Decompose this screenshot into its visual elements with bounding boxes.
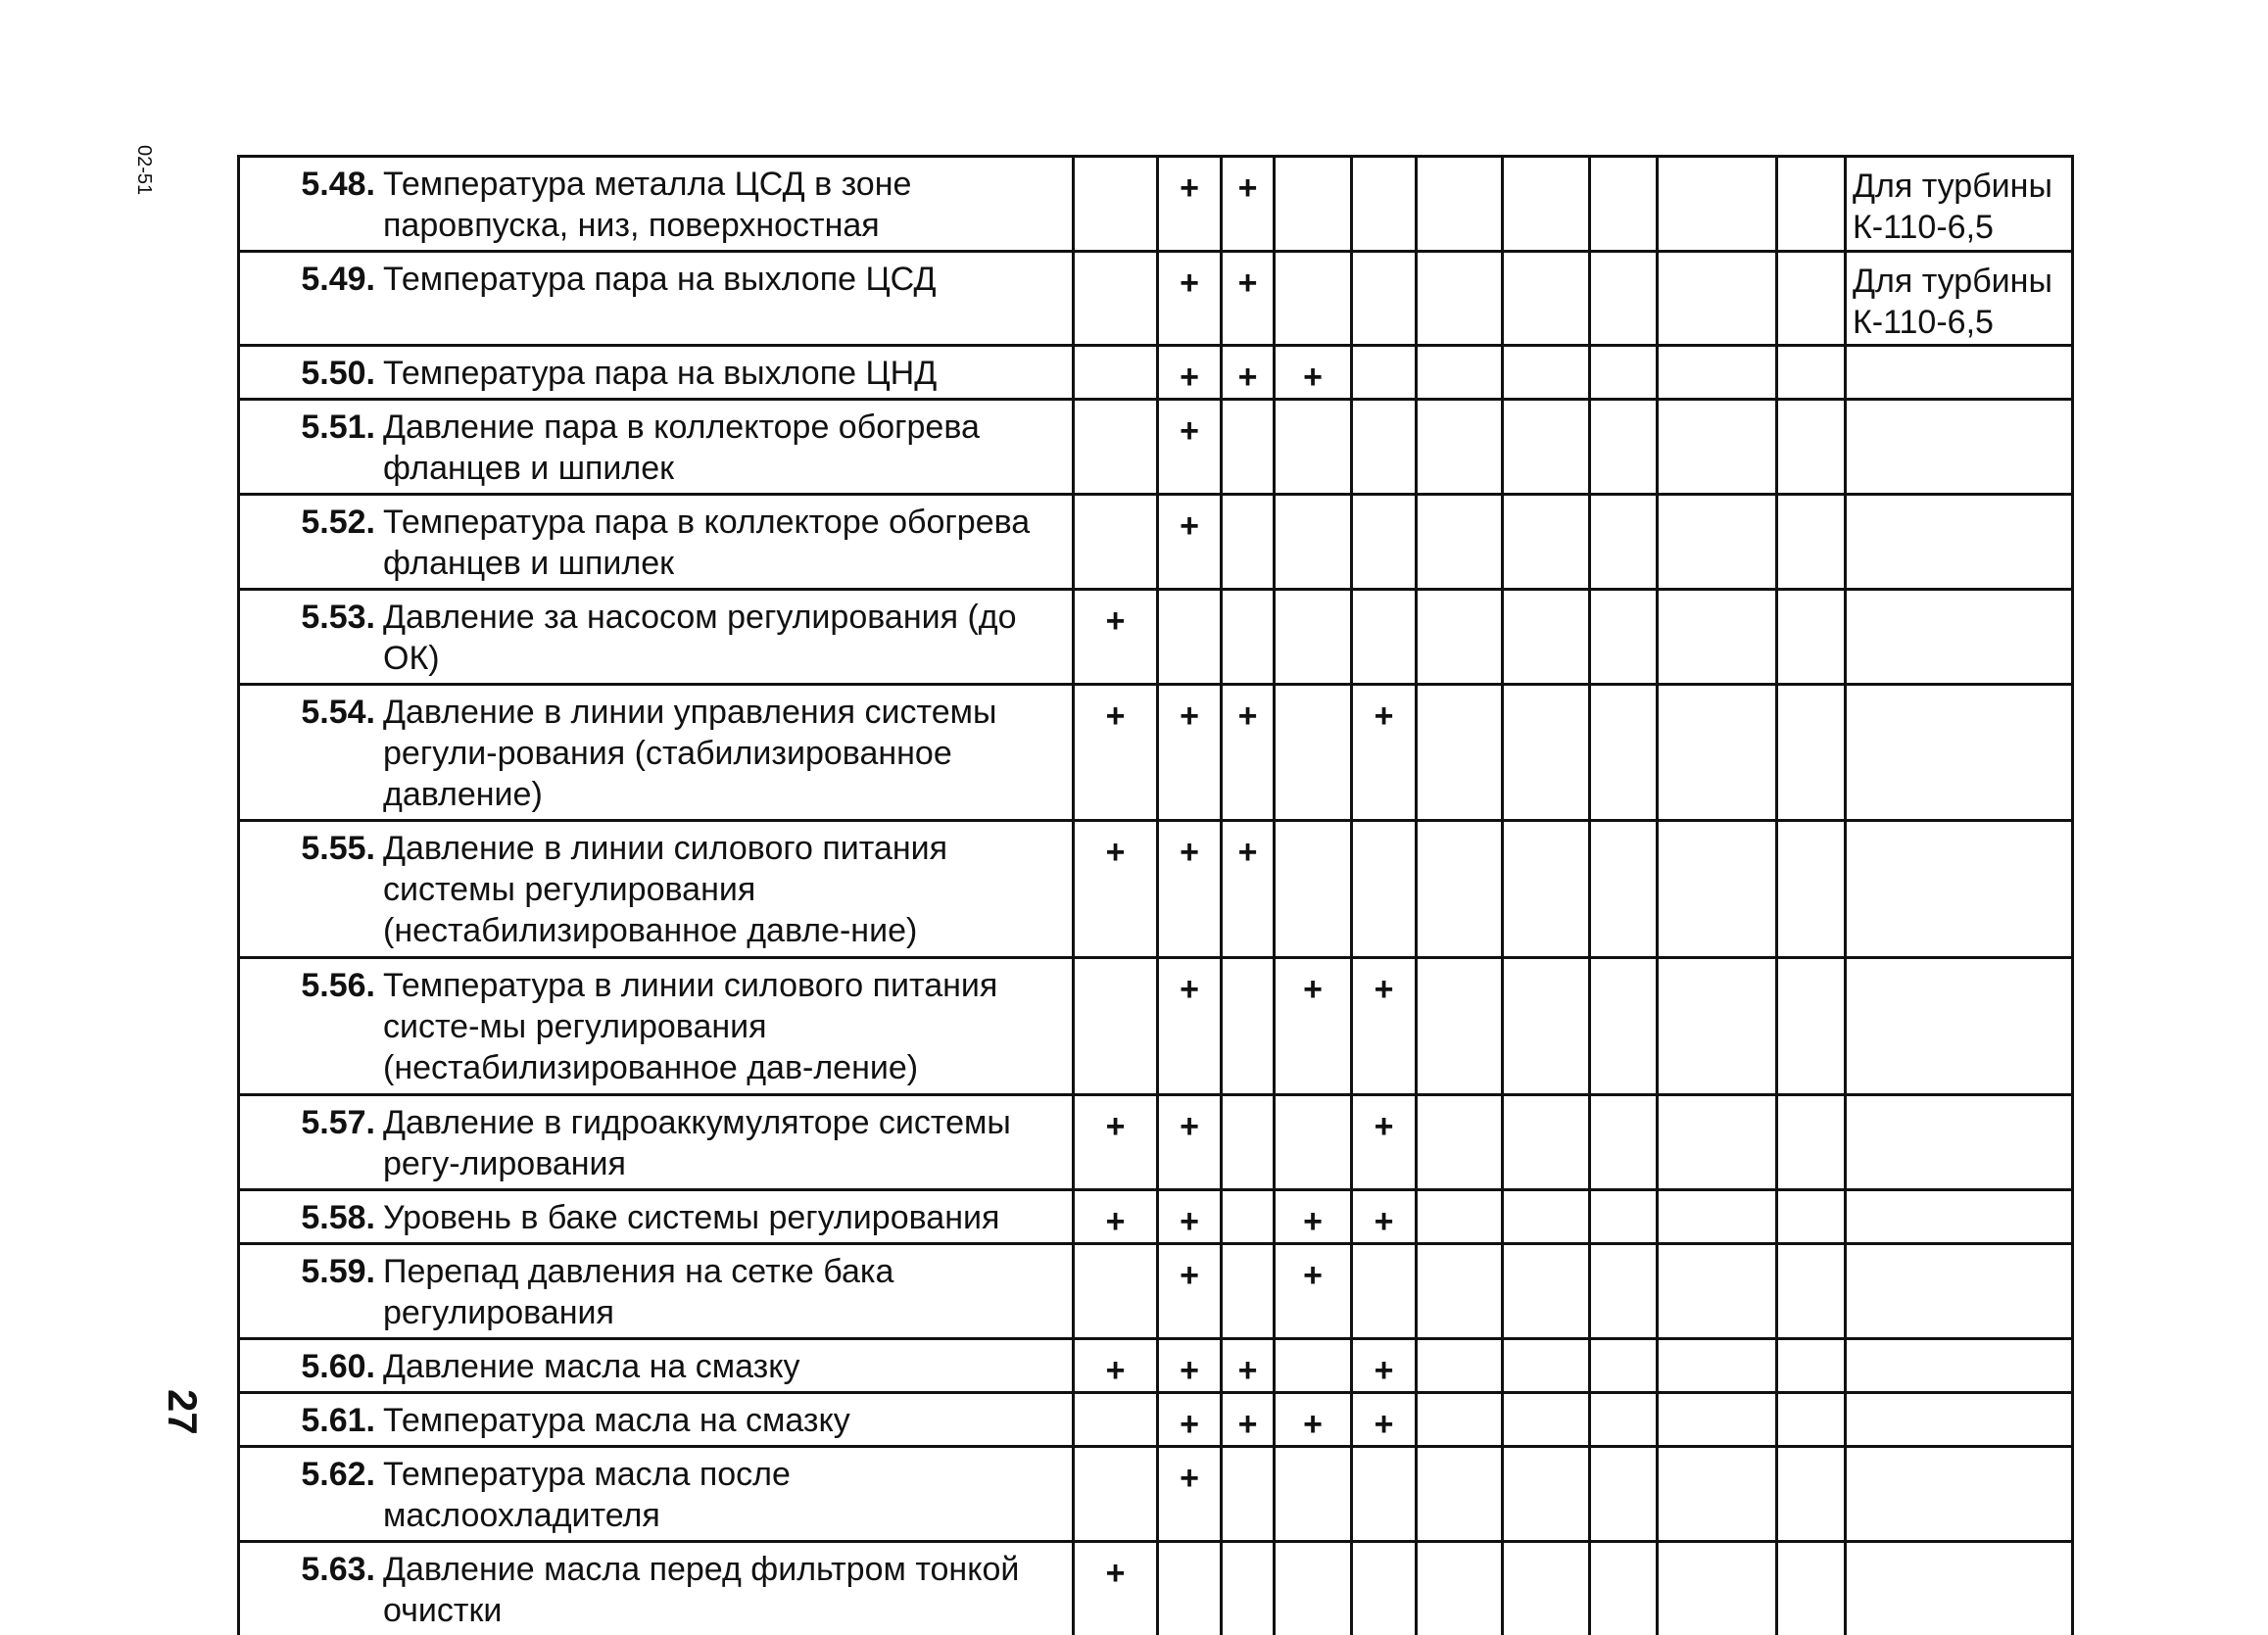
mark-cell xyxy=(1503,1447,1590,1542)
mark-cell xyxy=(1590,400,1658,495)
note-line: К-110-6,5 xyxy=(1853,302,2065,343)
mark-cell xyxy=(1222,1190,1275,1244)
mark-cell xyxy=(1352,821,1417,958)
mark-cell: + xyxy=(1158,685,1222,821)
mark-cell xyxy=(1352,590,1417,685)
parameter-cell xyxy=(239,821,1074,958)
parameter-cell xyxy=(239,1393,1074,1447)
mark-cell xyxy=(1503,590,1590,685)
mark-cell xyxy=(1074,958,1158,1095)
mark-cell xyxy=(1222,400,1275,495)
mark-cell: + xyxy=(1222,157,1275,252)
parameter-name: Температура пара в коллекторе обогрева фланцев и шпилек xyxy=(383,502,1062,584)
page-number: 27 xyxy=(159,1389,206,1435)
mark-cell: + xyxy=(1158,1339,1222,1393)
mark-cell xyxy=(1417,157,1503,252)
mark-cell xyxy=(1417,1393,1503,1447)
mark-cell: + xyxy=(1158,1447,1222,1542)
mark-cell xyxy=(1503,1542,1590,1635)
mark-cell xyxy=(1658,1447,1777,1542)
mark-cell xyxy=(1275,252,1352,346)
parameters-table xyxy=(237,155,2074,1635)
parameter-number: 5.52. xyxy=(240,502,383,543)
table-row xyxy=(239,346,2073,400)
mark-cell xyxy=(1658,1339,1777,1393)
note-cell xyxy=(1846,958,2073,1095)
mark-cell xyxy=(1275,1339,1352,1393)
note-cell xyxy=(1846,495,2073,590)
mark-cell xyxy=(1417,1447,1503,1542)
table-row xyxy=(239,1393,2073,1447)
parameter-cell xyxy=(239,958,1074,1095)
note-cell xyxy=(1846,252,2073,346)
mark-cell: + xyxy=(1158,495,1222,590)
table-row xyxy=(239,157,2073,252)
mark-cell: + xyxy=(1158,1095,1222,1190)
note-cell xyxy=(1846,821,2073,958)
mark-cell xyxy=(1590,1339,1658,1393)
mark-cell xyxy=(1352,1244,1417,1339)
mark-cell: + xyxy=(1074,590,1158,685)
parameter-cell xyxy=(239,685,1074,821)
mark-cell xyxy=(1275,821,1352,958)
mark-cell xyxy=(1158,590,1222,685)
table-row xyxy=(239,821,2073,958)
mark-cell xyxy=(1777,495,1846,590)
mark-cell: + xyxy=(1158,157,1222,252)
parameter-cell xyxy=(239,157,1074,252)
parameter-name: Температура металла ЦСД в зоне паровпуска, низ, поверхностная xyxy=(383,164,1062,246)
mark-cell xyxy=(1275,495,1352,590)
mark-cell xyxy=(1777,958,1846,1095)
mark-cell xyxy=(1503,685,1590,821)
mark-cell: + xyxy=(1222,252,1275,346)
mark-cell xyxy=(1417,1095,1503,1190)
note-cell xyxy=(1846,1447,2073,1542)
mark-cell xyxy=(1503,1244,1590,1339)
mark-cell xyxy=(1352,495,1417,590)
parameter-cell xyxy=(239,495,1074,590)
table-row xyxy=(239,1244,2073,1339)
mark-cell xyxy=(1590,346,1658,400)
parameter-number: 5.51. xyxy=(240,407,383,448)
mark-cell: + xyxy=(1275,1393,1352,1447)
table-row xyxy=(239,1339,2073,1393)
mark-cell xyxy=(1503,1339,1590,1393)
mark-cell: + xyxy=(1222,346,1275,400)
mark-cell xyxy=(1777,157,1846,252)
mark-cell: + xyxy=(1352,685,1417,821)
mark-cell xyxy=(1503,1393,1590,1447)
table-row xyxy=(239,400,2073,495)
mark-cell xyxy=(1222,495,1275,590)
mark-cell: + xyxy=(1074,821,1158,958)
table-row xyxy=(239,495,2073,590)
mark-cell xyxy=(1417,685,1503,821)
mark-cell xyxy=(1590,590,1658,685)
parameter-number: 5.59. xyxy=(240,1251,383,1292)
mark-cell: + xyxy=(1158,821,1222,958)
parameter-name: Температура масла на смазку xyxy=(383,1400,1062,1441)
mark-cell: + xyxy=(1158,400,1222,495)
mark-cell xyxy=(1503,1190,1590,1244)
mark-cell xyxy=(1658,495,1777,590)
mark-cell: + xyxy=(1158,1190,1222,1244)
parameter-number: 5.54. xyxy=(240,692,383,733)
mark-cell: + xyxy=(1158,346,1222,400)
note-cell xyxy=(1846,1339,2073,1393)
mark-cell xyxy=(1658,590,1777,685)
mark-cell: + xyxy=(1275,1244,1352,1339)
mark-cell xyxy=(1590,252,1658,346)
mark-cell xyxy=(1658,1244,1777,1339)
mark-cell xyxy=(1275,400,1352,495)
note-cell xyxy=(1846,1190,2073,1244)
mark-cell: + xyxy=(1275,346,1352,400)
mark-cell xyxy=(1222,1095,1275,1190)
mark-cell xyxy=(1777,252,1846,346)
mark-cell xyxy=(1417,1190,1503,1244)
mark-cell xyxy=(1275,157,1352,252)
mark-cell xyxy=(1222,958,1275,1095)
parameter-name: Давление за насосом регулирования (до ОК) xyxy=(383,597,1062,679)
mark-cell: + xyxy=(1222,685,1275,821)
mark-cell xyxy=(1503,1095,1590,1190)
mark-cell xyxy=(1074,400,1158,495)
table-row xyxy=(239,252,2073,346)
mark-cell xyxy=(1074,1447,1158,1542)
parameter-cell xyxy=(239,400,1074,495)
note-cell xyxy=(1846,400,2073,495)
parameter-name: Температура пара на выхлопе ЦНД xyxy=(383,353,1062,394)
parameter-name: Давление масла на смазку xyxy=(383,1346,1062,1387)
parameter-number: 5.55. xyxy=(240,828,383,869)
mark-cell xyxy=(1658,958,1777,1095)
parameter-number: 5.60. xyxy=(240,1346,383,1387)
mark-cell xyxy=(1074,1244,1158,1339)
mark-cell xyxy=(1658,1542,1777,1635)
mark-cell xyxy=(1777,685,1846,821)
note-cell xyxy=(1846,1244,2073,1339)
mark-cell xyxy=(1658,685,1777,821)
mark-cell xyxy=(1658,346,1777,400)
mark-cell xyxy=(1074,157,1158,252)
mark-cell xyxy=(1222,1447,1275,1542)
mark-cell xyxy=(1222,1542,1275,1635)
note-cell xyxy=(1846,1393,2073,1447)
mark-cell: + xyxy=(1074,1339,1158,1393)
mark-cell: + xyxy=(1158,252,1222,346)
parameter-number: 5.49. xyxy=(240,259,383,300)
mark-cell xyxy=(1590,1190,1658,1244)
parameter-name: Давление в гидроаккумуляторе системы регу-лирования xyxy=(383,1102,1062,1184)
mark-cell xyxy=(1352,252,1417,346)
mark-cell xyxy=(1590,821,1658,958)
mark-cell xyxy=(1777,400,1846,495)
parameter-number: 5.57. xyxy=(240,1102,383,1143)
mark-cell: + xyxy=(1275,958,1352,1095)
mark-cell: + xyxy=(1074,1095,1158,1190)
parameter-name: Температура масла после маслоохладителя xyxy=(383,1454,1062,1536)
mark-cell xyxy=(1590,1393,1658,1447)
parameter-number: 5.61. xyxy=(240,1400,383,1441)
parameter-name: Перепад давления на сетке бака регулирования xyxy=(383,1251,1062,1333)
parameter-number: 5.58. xyxy=(240,1197,383,1238)
mark-cell xyxy=(1777,1542,1846,1635)
parameter-number: 5.63. xyxy=(240,1549,383,1590)
note-cell xyxy=(1846,1095,2073,1190)
mark-cell xyxy=(1503,157,1590,252)
mark-cell xyxy=(1417,590,1503,685)
note-cell xyxy=(1846,685,2073,821)
table-row xyxy=(239,958,2073,1095)
parameter-name: Давление пара в коллекторе обогрева фланцев и шпилек xyxy=(383,407,1062,489)
mark-cell xyxy=(1658,1393,1777,1447)
mark-cell xyxy=(1074,252,1158,346)
mark-cell xyxy=(1658,821,1777,958)
mark-cell: + xyxy=(1352,958,1417,1095)
mark-cell xyxy=(1417,346,1503,400)
mark-cell xyxy=(1658,400,1777,495)
parameter-cell xyxy=(239,1447,1074,1542)
note-line: Для турбины xyxy=(1853,261,2065,302)
mark-cell: + xyxy=(1158,958,1222,1095)
mark-cell xyxy=(1590,1244,1658,1339)
mark-cell xyxy=(1158,1542,1222,1635)
mark-cell xyxy=(1352,1447,1417,1542)
mark-cell: + xyxy=(1222,821,1275,958)
mark-cell xyxy=(1777,821,1846,958)
parameter-number: 5.50. xyxy=(240,353,383,394)
mark-cell xyxy=(1417,400,1503,495)
mark-cell xyxy=(1777,346,1846,400)
mark-cell: + xyxy=(1352,1190,1417,1244)
mark-cell xyxy=(1590,1095,1658,1190)
parameter-number: 5.62. xyxy=(240,1454,383,1495)
mark-cell xyxy=(1503,495,1590,590)
mark-cell xyxy=(1658,157,1777,252)
mark-cell xyxy=(1222,1244,1275,1339)
table-row xyxy=(239,1542,2073,1635)
parameter-cell xyxy=(239,590,1074,685)
parameter-number: 5.56. xyxy=(240,965,383,1006)
mark-cell: + xyxy=(1352,1393,1417,1447)
document-code: 02-51 xyxy=(96,145,155,204)
mark-cell: + xyxy=(1222,1339,1275,1393)
mark-cell xyxy=(1590,1447,1658,1542)
mark-cell xyxy=(1352,400,1417,495)
table-row xyxy=(239,685,2073,821)
mark-cell xyxy=(1352,346,1417,400)
mark-cell xyxy=(1074,495,1158,590)
mark-cell xyxy=(1658,252,1777,346)
mark-cell xyxy=(1503,958,1590,1095)
mark-cell xyxy=(1777,1244,1846,1339)
mark-cell xyxy=(1777,1393,1846,1447)
mark-cell xyxy=(1503,821,1590,958)
note-cell xyxy=(1846,346,2073,400)
mark-cell xyxy=(1777,1339,1846,1393)
mark-cell xyxy=(1590,157,1658,252)
mark-cell xyxy=(1275,1095,1352,1190)
mark-cell xyxy=(1074,346,1158,400)
parameter-cell xyxy=(239,346,1074,400)
mark-cell xyxy=(1352,157,1417,252)
mark-cell xyxy=(1777,1190,1846,1244)
note-line: Для турбины xyxy=(1853,166,2065,207)
parameter-number: 5.53. xyxy=(240,597,383,638)
mark-cell xyxy=(1503,252,1590,346)
mark-cell: + xyxy=(1158,1244,1222,1339)
mark-cell: + xyxy=(1074,1190,1158,1244)
parameter-name: Уровень в баке системы регулирования xyxy=(383,1197,1062,1238)
mark-cell: + xyxy=(1074,1542,1158,1635)
mark-cell xyxy=(1658,1190,1777,1244)
mark-cell xyxy=(1503,346,1590,400)
parameter-cell xyxy=(239,1244,1074,1339)
parameter-cell xyxy=(239,1095,1074,1190)
mark-cell xyxy=(1222,590,1275,685)
mark-cell xyxy=(1417,1244,1503,1339)
mark-cell xyxy=(1590,958,1658,1095)
parameter-cell xyxy=(239,1542,1074,1635)
parameter-name: Температура в линии силового питания систе-мы регулирования (нестабилизированное дав-ление) xyxy=(383,965,1062,1088)
mark-cell xyxy=(1777,1095,1846,1190)
mark-cell: + xyxy=(1352,1095,1417,1190)
mark-cell xyxy=(1417,958,1503,1095)
parameter-cell xyxy=(239,252,1074,346)
parameter-cell xyxy=(239,1190,1074,1244)
mark-cell: + xyxy=(1275,1190,1352,1244)
mark-cell xyxy=(1777,1447,1846,1542)
mark-cell xyxy=(1417,1339,1503,1393)
mark-cell: + xyxy=(1158,1393,1222,1447)
mark-cell xyxy=(1275,1542,1352,1635)
parameter-number: 5.48. xyxy=(240,164,383,205)
mark-cell xyxy=(1590,685,1658,821)
mark-cell xyxy=(1074,1393,1158,1447)
mark-cell xyxy=(1275,1447,1352,1542)
parameter-name: Температура пара на выхлопе ЦСД xyxy=(383,259,1062,300)
note-cell xyxy=(1846,1542,2073,1635)
note-line: К-110-6,5 xyxy=(1853,207,2065,248)
table-row xyxy=(239,590,2073,685)
mark-cell xyxy=(1417,252,1503,346)
parameter-name: Давление в линии силового питания системы регулирования (нестабилизированное давле-ние) xyxy=(383,828,1062,951)
mark-cell xyxy=(1777,590,1846,685)
mark-cell xyxy=(1417,1542,1503,1635)
mark-cell xyxy=(1417,495,1503,590)
mark-cell: + xyxy=(1074,685,1158,821)
table-row xyxy=(239,1095,2073,1190)
mark-cell xyxy=(1590,495,1658,590)
mark-cell xyxy=(1503,400,1590,495)
parameter-cell xyxy=(239,1339,1074,1393)
table-row xyxy=(239,1190,2073,1244)
note-cell xyxy=(1846,590,2073,685)
note-cell xyxy=(1846,157,2073,252)
mark-cell xyxy=(1417,821,1503,958)
mark-cell xyxy=(1275,685,1352,821)
mark-cell xyxy=(1590,1542,1658,1635)
mark-cell: + xyxy=(1222,1393,1275,1447)
mark-cell: + xyxy=(1352,1339,1417,1393)
mark-cell xyxy=(1275,590,1352,685)
table-row xyxy=(239,1447,2073,1542)
mark-cell xyxy=(1352,1542,1417,1635)
parameter-name: Давление в линии управления системы регули-рования (стабилизированное давление) xyxy=(383,692,1062,815)
parameter-name: Давление масла перед фильтром тонкой очистки xyxy=(383,1549,1062,1631)
mark-cell xyxy=(1658,1095,1777,1190)
